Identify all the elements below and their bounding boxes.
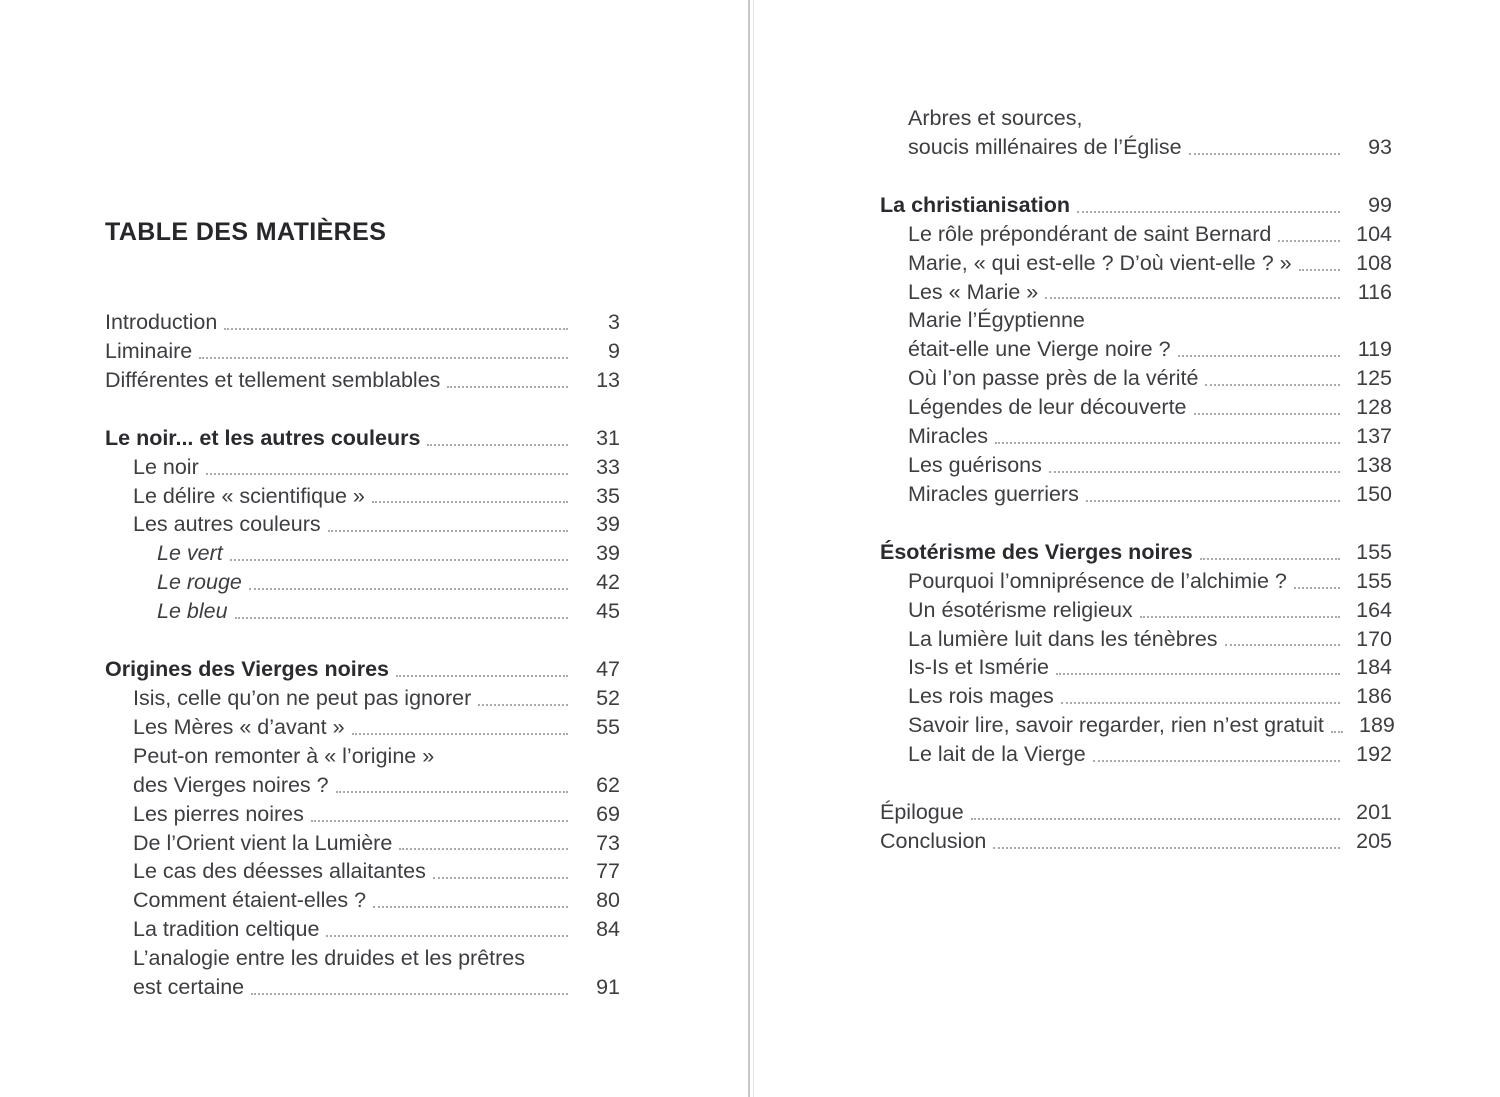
toc-entry-title: L’analogie entre les druides et les prêtres: [133, 946, 526, 971]
toc-entry: [105, 829, 620, 858]
dot-leader: [1299, 249, 1340, 278]
toc-entry-title: Miracles: [908, 424, 989, 449]
toc-entry: [105, 453, 620, 482]
dot-leader: [1200, 538, 1340, 567]
page-number: 170: [1356, 626, 1392, 651]
page-number: 3: [608, 310, 620, 334]
toc-entries-left: [105, 308, 620, 1002]
page-number: 84: [596, 917, 620, 942]
toc-entry-title: Le bleu: [157, 599, 228, 624]
page-number: 91: [596, 975, 620, 1000]
page-number: 45: [596, 599, 620, 624]
toc-entry: [880, 306, 1392, 335]
toc-entry-title: Le cas des déesses allaitantes: [133, 859, 426, 884]
page-number: 184: [1356, 655, 1392, 680]
page-number: 9: [608, 338, 620, 363]
dot-leader: [224, 308, 568, 337]
toc-entry: [105, 655, 620, 684]
page-number: 104: [1356, 221, 1392, 246]
page-number: 189: [1358, 713, 1395, 738]
toc-entry: [105, 510, 620, 539]
dot-leader: [1061, 682, 1340, 711]
dot-leader: [249, 568, 568, 597]
toc-entry: [880, 538, 1392, 567]
dot-leader: [1189, 133, 1340, 162]
toc-entry-title: Épilogue: [880, 800, 964, 825]
dot-leader: [399, 829, 568, 858]
dot-leader: [1086, 480, 1340, 509]
toc-entry-title: Le vert: [157, 541, 223, 566]
toc-entry: [880, 278, 1392, 307]
toc-entry-title: Comment étaient-elles ?: [133, 888, 367, 913]
toc-entry: [105, 973, 620, 1002]
toc-entry: [105, 539, 620, 568]
page-number: 186: [1356, 684, 1392, 709]
toc-entry: [880, 249, 1392, 278]
toc-entry-title: Le noir: [133, 454, 199, 479]
toc-entry: [880, 682, 1392, 711]
page-number: 99: [1368, 192, 1392, 217]
page-number: 35: [596, 483, 620, 508]
dot-leader: [326, 915, 568, 944]
toc-entry: [880, 827, 1392, 856]
dot-leader: [311, 800, 568, 829]
page-number: 39: [596, 541, 620, 566]
page-number: 192: [1356, 742, 1392, 767]
toc-entry: [105, 308, 620, 337]
page-number: 108: [1356, 250, 1392, 275]
dot-leader: [1056, 653, 1340, 682]
toc-entry-title: Les autres couleurs: [133, 512, 321, 537]
dot-leader: [1278, 220, 1340, 249]
page-number: 13: [596, 367, 620, 392]
toc-entry-title: La lumière luit dans les ténèbres: [908, 626, 1218, 651]
toc-entry: [105, 482, 620, 511]
toc-entry: [105, 771, 620, 800]
toc-entry: [105, 424, 620, 453]
dot-leader: [336, 771, 568, 800]
toc-entry-title: Miracles guerriers: [908, 481, 1079, 506]
toc-entry-title: était-elle une Vierge noire ?: [908, 337, 1171, 362]
page-number: 150: [1356, 481, 1392, 506]
toc-entry-title: Arbres et sources,: [908, 106, 1083, 130]
toc-entry: [880, 133, 1392, 162]
page-number: 55: [596, 714, 620, 739]
toc-entry-title: Le noir... et les autres couleurs: [105, 425, 421, 450]
page-number: 128: [1356, 395, 1392, 420]
dot-leader: [1045, 278, 1340, 307]
toc-entry: [880, 393, 1392, 422]
toc-entry: [105, 915, 620, 944]
toc-entry-title: Savoir lire, savoir regarder, rien n’est gratuit: [908, 713, 1324, 738]
toc-entry-title: Introduction: [105, 310, 218, 334]
dot-leader: [993, 827, 1340, 856]
toc-entry: [105, 800, 620, 829]
dot-leader: [372, 482, 568, 511]
page-number: 77: [596, 859, 620, 884]
page-number: 125: [1356, 366, 1392, 391]
toc-entry: [880, 711, 1395, 740]
dot-leader: [352, 713, 568, 742]
dot-leader: [1140, 596, 1340, 625]
page-number: 73: [596, 830, 620, 855]
toc-entry: [105, 944, 620, 973]
dot-leader: [1294, 567, 1340, 596]
toc-entry-title: Légendes de leur découverte: [908, 395, 1187, 420]
toc-entry-title: Marie l’Égyptienne: [908, 308, 1085, 333]
toc-entry-title: Où l’on passe près de la vérité: [908, 366, 1199, 391]
toc-entry-title: Les Mères « d’avant »: [133, 714, 345, 739]
dot-leader: [1194, 393, 1340, 422]
toc-entry: [880, 364, 1392, 393]
dot-leader: [1331, 711, 1343, 740]
dot-leader: [251, 973, 568, 1002]
toc-entry-title: Is-Is et Ismérie: [908, 655, 1049, 680]
toc-entries-right: [880, 104, 1395, 856]
toc-entry: [880, 335, 1392, 364]
toc-entry-title: des Vierges noires ?: [133, 772, 329, 797]
dot-leader: [1205, 364, 1340, 393]
toc-entry: [105, 337, 620, 366]
toc-entry-title: Les « Marie »: [908, 279, 1039, 304]
toc-entry-title: Le délire « scientifique »: [133, 483, 365, 508]
toc-entry-title: Différentes et tellement semblables: [105, 367, 441, 392]
toc-entry-title: Marie, « qui est-elle ? D’où vient-elle ? »: [908, 250, 1292, 275]
toc-entry-title: Les rois mages: [908, 684, 1054, 709]
dot-leader: [971, 798, 1340, 827]
toc-entry-title: soucis millénaires de l’Église: [908, 134, 1182, 159]
page-number: 31: [596, 425, 620, 450]
toc-entry: [880, 596, 1392, 625]
page-title: TABLE DES MATIÈRES: [105, 218, 387, 246]
toc-entry-title: Les guérisons: [908, 452, 1042, 477]
toc-entry-title: La tradition celtique: [133, 917, 320, 942]
page-number: 42: [596, 570, 620, 595]
toc-entry: [880, 220, 1392, 249]
dot-leader: [433, 857, 568, 886]
toc-entry-title: Liminaire: [105, 338, 193, 363]
toc-entry: [880, 480, 1392, 509]
page-number: 93: [1368, 134, 1392, 159]
toc-entry: [880, 451, 1392, 480]
toc-entry: [880, 625, 1392, 654]
toc-entry: [105, 857, 620, 886]
dot-leader: [199, 337, 568, 366]
page-number: 201: [1356, 800, 1392, 825]
page-number: 33: [596, 454, 620, 479]
toc-entry-title: Origines des Vierges noires: [105, 657, 390, 682]
dot-leader: [206, 453, 568, 482]
page-number: 138: [1356, 452, 1392, 477]
dot-leader: [427, 424, 568, 453]
toc-entry: [880, 191, 1392, 220]
page-gutter-line: [748, 0, 754, 1097]
dot-leader: [447, 366, 568, 395]
toc-entry: [880, 104, 1392, 133]
toc-entry-title: De l’Orient vient la Lumière: [133, 830, 393, 855]
toc-entry-title: Le rouge: [157, 570, 242, 595]
dot-leader: [1077, 191, 1340, 220]
toc-entry-title: Peut-on remonter à « l’origine »: [133, 743, 435, 768]
page-number: 137: [1356, 424, 1392, 449]
toc-entry: [880, 653, 1392, 682]
dot-leader: [396, 655, 568, 684]
toc-entry: [105, 597, 620, 626]
dot-leader: [235, 597, 568, 626]
toc-entry-title: Les pierres noires: [133, 801, 304, 826]
toc-entry: [880, 798, 1392, 827]
dot-leader: [1093, 740, 1340, 769]
toc-entry-title: Conclusion: [880, 828, 987, 853]
page-number: 205: [1356, 828, 1392, 853]
toc-entry: [105, 366, 620, 395]
toc-entry-title: est certaine: [133, 975, 245, 1000]
toc-entry-title: Le rôle prépondérant de saint Bernard: [908, 221, 1272, 246]
dot-leader: [478, 684, 568, 713]
page-number: 47: [596, 657, 620, 682]
page-number: 155: [1356, 568, 1392, 593]
dot-leader: [230, 539, 568, 568]
toc-entry: [880, 422, 1392, 451]
toc-entry: [105, 684, 620, 713]
dot-leader: [1225, 625, 1340, 654]
page-number: 119: [1357, 337, 1392, 362]
page-number: 164: [1356, 597, 1392, 622]
dot-leader: [373, 886, 568, 915]
toc-entry-title: Le lait de la Vierge: [908, 742, 1086, 767]
toc-entry-title: La christianisation: [880, 192, 1070, 217]
page-number: 52: [596, 685, 620, 710]
page-number: 69: [596, 801, 620, 826]
page-number: 155: [1356, 539, 1392, 564]
dot-leader: [1049, 451, 1340, 480]
dot-leader: [328, 510, 568, 539]
page-number: 116: [1357, 279, 1392, 304]
toc-entry: [880, 740, 1392, 769]
page-number: 62: [596, 772, 620, 797]
toc-entry: [105, 742, 620, 771]
page-number: 39: [596, 512, 620, 537]
dot-leader: [1178, 335, 1340, 364]
dot-leader: [995, 422, 1340, 451]
toc-entry-title: Pourquoi l’omniprésence de l’alchimie ?: [908, 568, 1287, 593]
toc-entry-title: Un ésotérisme religieux: [908, 597, 1133, 622]
toc-entry: [105, 886, 620, 915]
toc-entry-title: Isis, celle qu’on ne peut pas ignorer: [133, 685, 472, 710]
page-number: 80: [596, 888, 620, 913]
toc-entry: [880, 567, 1392, 596]
toc-entry-title: Ésotérisme des Vierges noires: [880, 539, 1193, 564]
toc-entry: [105, 713, 620, 742]
toc-entry: [105, 568, 620, 597]
